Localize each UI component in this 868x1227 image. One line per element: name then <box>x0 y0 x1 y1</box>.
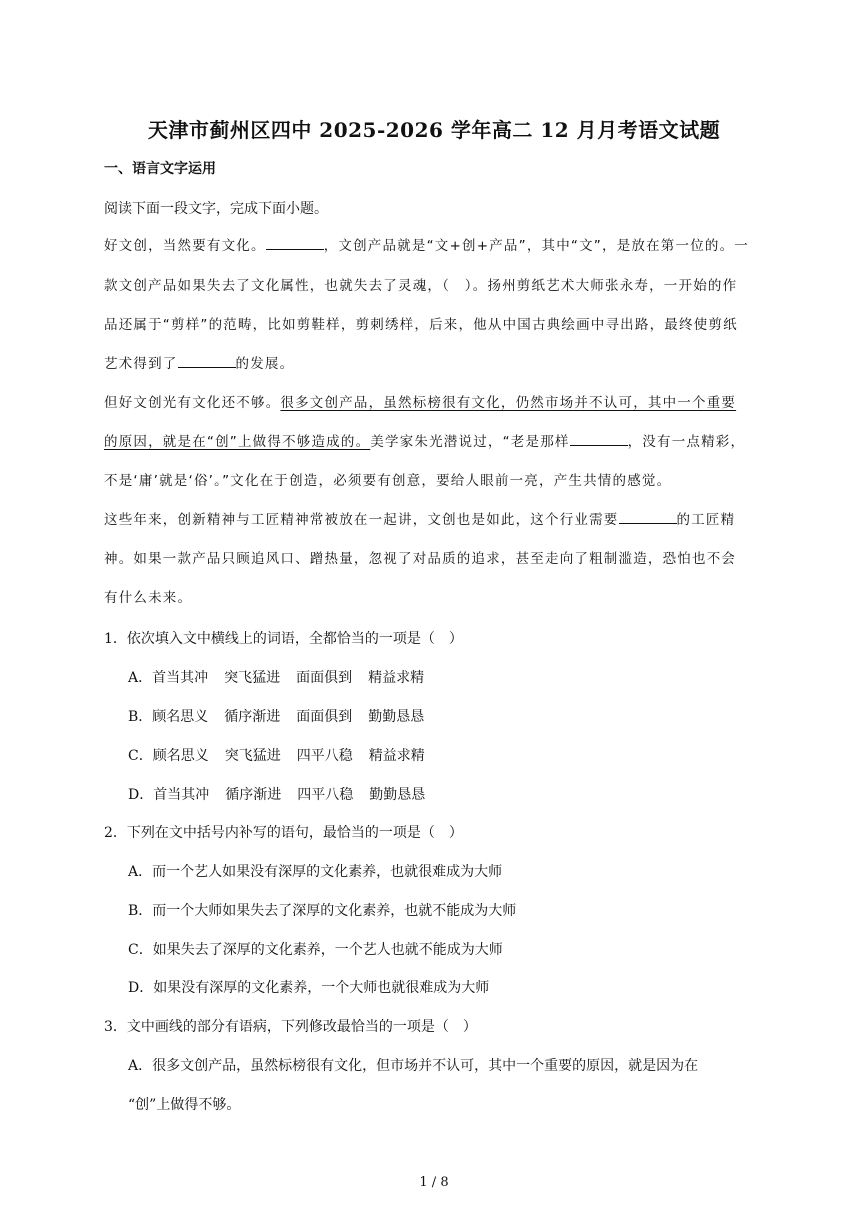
answer-option-d[interactable] <box>128 784 425 804</box>
underlined-sentence: 很多文创产品，虽然标榜很有文化，仍然市场并不认可，其中一个重要 <box>280 395 737 411</box>
page-title: 天津市蓟州区四中 2025-2026 学年高二 12 月月考语文试题 <box>147 118 721 142</box>
passage-text: 这些年来，创新精神与工匠精神常被放在一起讲，文创也是如此，这个行业需要 <box>104 512 619 528</box>
option-term: 循序渐进 <box>224 709 281 725</box>
passage-line <box>104 511 764 529</box>
option-term: 面面俱到 <box>296 670 353 686</box>
answer-option-a[interactable]: A．而一个艺人如果没有深厚的文化素养，也就很难成为大师 <box>128 864 503 880</box>
answer-option-a[interactable]: A．很多文创产品，虽然标榜很有文化，但市场并不认可，其中一个重要的原因，就是因为在 <box>128 1058 699 1074</box>
option-term: 精益求精 <box>368 670 425 686</box>
passage-text: 艺术得到了 <box>104 356 178 372</box>
option-term: 勤勤恳恳 <box>368 709 425 725</box>
passage-text: 好文创，当然要有文化。 <box>104 238 266 254</box>
option-term: 面面俱到 <box>296 709 353 725</box>
answer-option-b[interactable]: B．而一个大师如果失去了深厚的文化素养，也就不能成为大师 <box>128 903 517 919</box>
passage-line <box>104 355 764 373</box>
option-term: 四平八稳 <box>296 748 353 764</box>
passage-line: 不是‘庸’就是‘俗’。”文化在于创造，必须要有创意，要给人眼前一亮，产生共情的感觉。 <box>104 473 672 489</box>
passage-line: 神。如果一款产品只顾追风口、蹭热量，忽视了对品质的追求，甚至走向了粗制滥造，恐怕也不会 <box>104 551 737 567</box>
passage-line: 有什么未来。 <box>104 590 193 606</box>
passage-text: ，没有一点精彩， <box>627 434 746 450</box>
option-term: 突飞猛进 <box>224 670 281 686</box>
option-term: 突飞猛进 <box>224 748 281 764</box>
answer-option-a-continued: “创”上做得不够。 <box>128 1097 241 1113</box>
answer-option-d[interactable]: D．如果没有深厚的文化素养，一个大师也就很难成为大师 <box>128 980 490 996</box>
passage-line <box>104 394 764 412</box>
option-term: 循序渐进 <box>225 787 282 803</box>
option-term: A．首当其冲 <box>128 670 209 686</box>
passage-text: 但好文创光有文化还不够。 <box>104 395 281 411</box>
underlined-sentence: 的原因，就是在“创”上做得不够造成的。 <box>104 434 371 450</box>
option-term: B．顾名思义 <box>128 709 209 725</box>
page-number: 1 / 8 <box>419 1175 449 1190</box>
passage-text: 的工匠精 <box>676 512 736 528</box>
question-stem: 2．下列在文中括号内补写的语句，最恰当的一项是（ ） <box>104 825 463 841</box>
passage-line <box>104 433 764 451</box>
fill-blank <box>570 433 628 446</box>
answer-option-a[interactable] <box>128 667 424 687</box>
section-heading: 一、语言文字运用 <box>104 161 216 177</box>
option-term: 精益求精 <box>368 748 425 764</box>
passage-text: 的发展。 <box>235 356 295 372</box>
option-term: 勤勤恳恳 <box>369 787 426 803</box>
fill-blank <box>266 237 324 250</box>
fill-blank <box>178 355 236 368</box>
option-term: D．首当其冲 <box>128 787 210 803</box>
passage-line <box>104 237 764 255</box>
answer-option-c[interactable] <box>128 745 425 765</box>
passage-text: ，文创产品就是“文+创+产品”，其中“文”，是放在第一位的。一 <box>323 238 750 254</box>
answer-option-c[interactable]: C．如果失去了深厚的文化素养，一个艺人也就不能成为大师 <box>128 942 503 958</box>
option-term: 四平八稳 <box>297 787 354 803</box>
instruction-text: 阅读下面一段文字，完成下面小题。 <box>104 201 328 217</box>
question-stem: 3．文中画线的部分有语病，下列修改最恰当的一项是（ ） <box>104 1019 477 1035</box>
passage-text: 美学家朱光潜说过，“老是那样 <box>370 434 570 450</box>
passage-line: 品还属于“剪样”的范畴，比如剪鞋样，剪刺绣样，后来，他从中国古典绘画中寻出路，最终使剪纸 <box>104 317 738 333</box>
question-stem: 1．依次填入文中横线上的词语，全都恰当的一项是（ ） <box>104 631 463 647</box>
fill-blank <box>619 511 677 524</box>
answer-option-b[interactable] <box>128 706 424 726</box>
passage-line: 款文创产品如果失去了文化属性，也就失去了灵魂，（ ）。扬州剪纸艺术大师张永寿，一开始的作 <box>104 278 738 294</box>
option-term: C．顾名思义 <box>128 748 209 764</box>
